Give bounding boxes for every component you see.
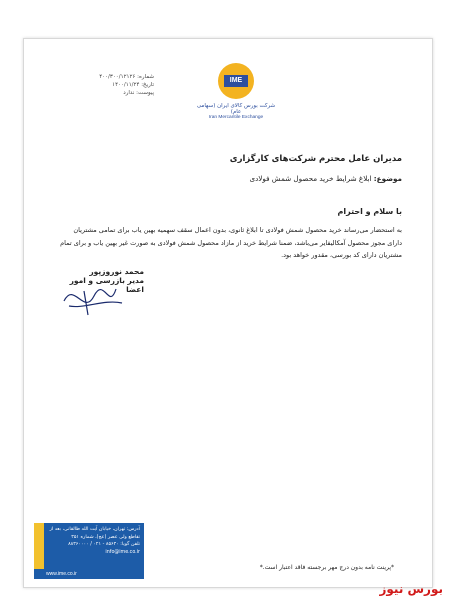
footer-website[interactable] (34, 569, 144, 579)
letter-page (23, 38, 433, 588)
letter-greeting: با سلام و احترام (337, 207, 402, 216)
footer-phone: تلفن گویا: ۸۵۶۴۰ - ۰۲۱ / ۸۸۳۶۰۰۰۰ (68, 542, 140, 547)
signer-name: محمد نوروزپور (89, 267, 144, 276)
logo-company-name-en: Iran Mercantile Exchange (208, 115, 264, 120)
subject-text: ابلاغ شرایط خرید محصول شمش فولادی (249, 174, 372, 183)
subject-label: موضوع: (373, 174, 402, 183)
footer-contact (34, 523, 144, 579)
news-watermark: بورس نیوز (379, 582, 443, 596)
logo-company-name: شرکت بورس کالای ایران (سهامی عام) (196, 103, 276, 115)
letter-attachment: پیوست: ندارد (123, 90, 154, 96)
letter-meta (64, 73, 154, 97)
letter-body: به استحضار می‌رساند خرید محصول شمش فولادی تا ابلاغ ثانوی، بدون اعمال سقف سهمیه بهین یاب برای تمامی مشتریان دارای مجوز محصول آمکالیفایر می‌باشد، ضمنا شرایط خرید از مازاد محصول شمش فولادی به صورت غیر بهین یاب و برای تمام مشتریان دارای کد بورسی، مقدور خواهد بود. (60, 226, 402, 259)
logo-mark-text: IME (224, 75, 248, 87)
footer-site-text[interactable]: www.ime.co.ir (46, 571, 77, 577)
letter-date: تاریخ: ۱۴۰۰/۱۱/۲۴ (112, 82, 154, 88)
ime-logo-icon (218, 63, 254, 99)
signer-title: مدیر بازرسی و امور اعضا (69, 276, 144, 294)
footer-info (44, 523, 144, 569)
letter-subject (249, 174, 402, 183)
letter-recipient: مدیران عامل محترم شرکت‌های کارگزاری (229, 154, 402, 164)
footer-address: آدرس: تهران، خیابان آیت الله طالقانی، بعد از تقاطع ولی عصر (عج)، شماره ۳۵۱ (49, 527, 140, 540)
letter-footnote: *پرینت نامه بدون درج مهر برجسته فاقد اعتبار است.* (259, 564, 394, 571)
handwritten-signature (54, 271, 134, 321)
signature-block (54, 267, 144, 294)
ime-logo (196, 63, 276, 120)
letter-number: شماره: ۴۰۰/۳۰۰/۱۲۱۲۶ (99, 74, 154, 80)
footer-email[interactable]: info@ime.co.ir (105, 549, 140, 555)
